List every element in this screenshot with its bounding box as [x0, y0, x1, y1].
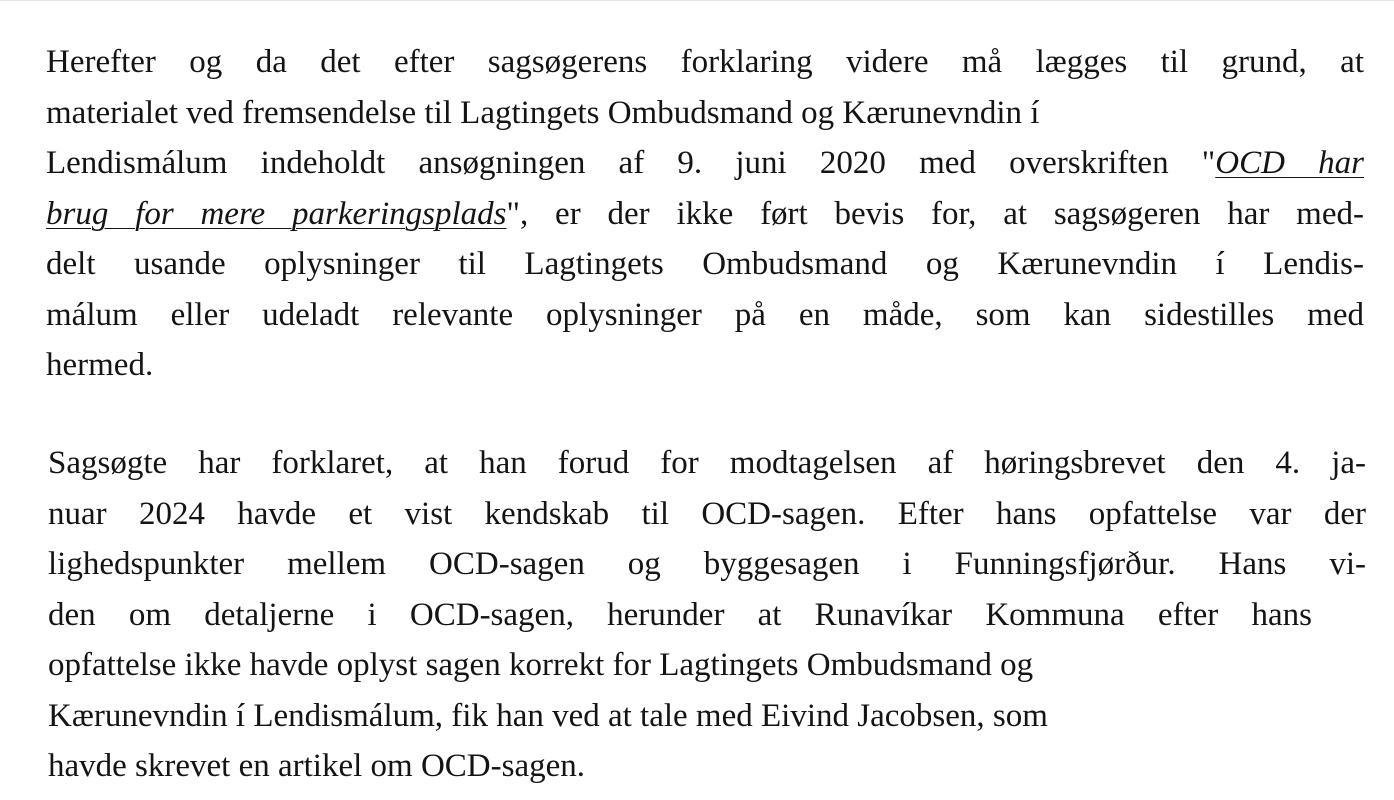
paragraph-2-line-7: havde skrevet en artikel om OCD-sagen.	[48, 748, 585, 784]
quoted-heading-part-2: brug for mere parkeringsplads	[46, 195, 507, 232]
paragraph-1-line-3-text: Lendismálum indeholdt ansøgningen af 9. juni 2020 med overskriften "	[46, 145, 1216, 181]
paragraph-2-line-6: Kærunevndin í Lendismálum, fik han ved at tale med Eivind Jacobsen, som	[48, 697, 1048, 734]
paragraph-2	[48, 438, 1366, 792]
quoted-heading-part-1: OCD har	[1215, 145, 1364, 181]
paragraph-1-line-3	[46, 138, 1364, 189]
paragraph-1-line-6: málum eller udeladt relevante oplysninger på en måde, som kan sidestilles med	[46, 296, 1364, 333]
paragraph-1	[46, 37, 1364, 391]
paragraph-1-line-2	[46, 88, 1364, 139]
paragraph-1-line-4-text: ", er der ikke ført bevis for, at sagsøgeren har med-	[506, 195, 1364, 232]
paragraph-2-line-3: lighedspunkter mellem OCD-sagen og byggesagen i Funningsfjørður. Hans vi-	[48, 546, 1366, 582]
paragraph-2-line-5: opfattelse ikke havde oplyst sagen korrekt for Lagtingets Ombudsmand og	[48, 647, 1034, 683]
paragraph-2-line-1: Sagsøgte har forklaret, at han forud for modtagelsen af høringsbrevet den 4. ja-	[48, 445, 1366, 481]
paragraph-2-line-4: den om detaljerne i OCD-sagen, herunder at Runavíkar Kommuna efter hans	[48, 596, 1312, 633]
paragraph-1-line-4	[46, 189, 1364, 240]
paragraph-1-line-5: delt usande oplysninger til Lagtingets Ombudsmand og Kærunevndin í Lendis-	[46, 246, 1364, 282]
paragraph-1-line-1: Herefter og da det efter sagsøgerens forklaring videre må lægges til grund, at	[46, 44, 1364, 80]
paragraph-2-line-2: nuar 2024 havde et vist kendskab til OCD-sagen. Efter hans opfattelse var der	[48, 495, 1366, 532]
paragraph-1-line-7: hermed.	[46, 347, 154, 383]
paragraph-1-line-2-text: materialet ved fremsendelse til Lagtingets Ombudsmand og Kærunevndin í	[46, 94, 1040, 131]
